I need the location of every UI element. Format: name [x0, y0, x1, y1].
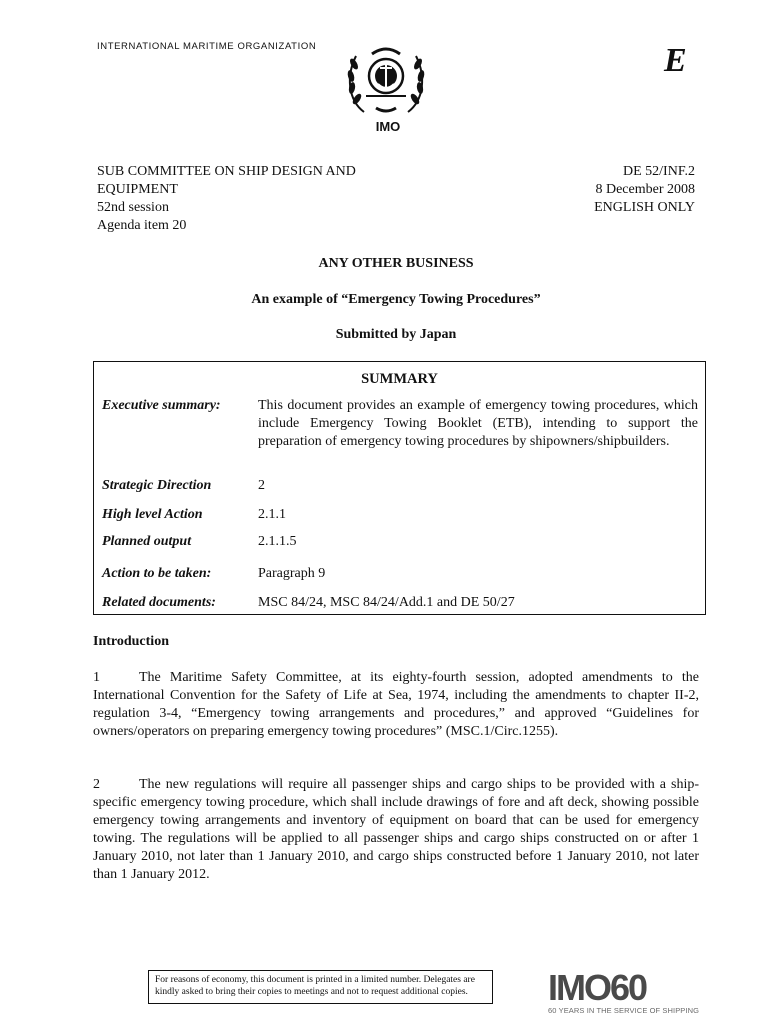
paragraph-number: 1 [93, 670, 100, 685]
committee-block [97, 163, 356, 235]
committee-name-line1: SUB COMMITTEE ON SHIP DESIGN AND [97, 164, 356, 179]
document-date: 8 December 2008 [595, 182, 695, 197]
imo-emblem-icon [342, 42, 430, 118]
summary-label: Action to be taken: [102, 566, 212, 581]
summary-label: Planned output [102, 534, 192, 549]
summary-heading: SUMMARY [361, 371, 438, 387]
submitted-by: Submitted by Japan [335, 327, 457, 342]
document-title: ANY OTHER BUSINESS [318, 256, 474, 271]
summary-value: 2.1.1 [258, 507, 286, 522]
paragraph-text: The Maritime Safety Committee, at its eighty-fourth session, adopted amendments to the International Convention for the Safety of Life at Sea, 1974, including the amendments to chapter II-2, regulation 3-4, “Emergency towing arrangements and procedures,” and approved “Guidelines for owners/operators on preparing emergency towing procedures” (MSC.1/Circ.1255). [93, 670, 699, 739]
paragraph-text: The new regulations will require all passenger ships and cargo ships to be provided with a ship-specific emergency towing procedure, which shall include drawings of fore and aft deck, showing possible emergency towing arrangements and inventory of equipment on board that can be used for emergency towing. The regulations will be applied to all passenger ships and cargo ships constructed on or after 1 January 2010, not later than 1 January 2010, and cargo ships constructed before 1 January 2010, not later than 1 January 2012. [93, 777, 699, 882]
introduction-heading: Introduction [93, 634, 169, 649]
imo60-logo-text: IMO60 [548, 968, 647, 1006]
paragraph [93, 669, 699, 741]
summary-value: MSC 84/24, MSC 84/24/Add.1 and DE 50/27 [258, 595, 515, 610]
summary-value: 2.1.1.5 [258, 534, 297, 549]
economy-notice: For reasons of economy, this document is printed in a limited number. Delegates are kindly asked to bring their copies to meetings and not to request additional copies. [148, 970, 493, 1004]
emblem-label: IMO [375, 119, 401, 134]
session: 52nd session [97, 200, 169, 215]
imo60-logo [548, 968, 700, 1016]
summary-label: Related documents: [102, 595, 216, 610]
agenda-item: Agenda item 20 [97, 218, 187, 233]
summary-value: 2 [258, 478, 265, 493]
organization-name: INTERNATIONAL MARITIME ORGANIZATION [97, 41, 317, 52]
document-language: ENGLISH ONLY [594, 200, 695, 215]
summary-value: Paragraph 9 [258, 566, 326, 581]
imo60-logo-icon [548, 968, 696, 1006]
paragraph [93, 776, 699, 884]
summary-label: Executive summary: [102, 398, 221, 413]
committee-name-line2: EQUIPMENT [97, 182, 178, 197]
summary-value: This document provides an example of emergency towing procedures, which include Emergency Towing Booklet (ETB), intending to support the preparation of emergency towing procedures by shipowners/shipbuilders. [258, 398, 698, 449]
paragraph-number: 2 [93, 777, 100, 792]
document-subtitle: An example of “Emergency Towing Procedures” [251, 292, 541, 307]
document-info-block [594, 163, 695, 217]
imo60-tagline: 60 YEARS IN THE SERVICE OF SHIPPING [548, 1006, 700, 1015]
language-mark: E [664, 42, 687, 79]
summary-label: Strategic Direction [102, 478, 212, 493]
summary-label: High level Action [102, 507, 203, 522]
summary-box [93, 361, 706, 615]
document-number: DE 52/INF.2 [623, 164, 695, 179]
